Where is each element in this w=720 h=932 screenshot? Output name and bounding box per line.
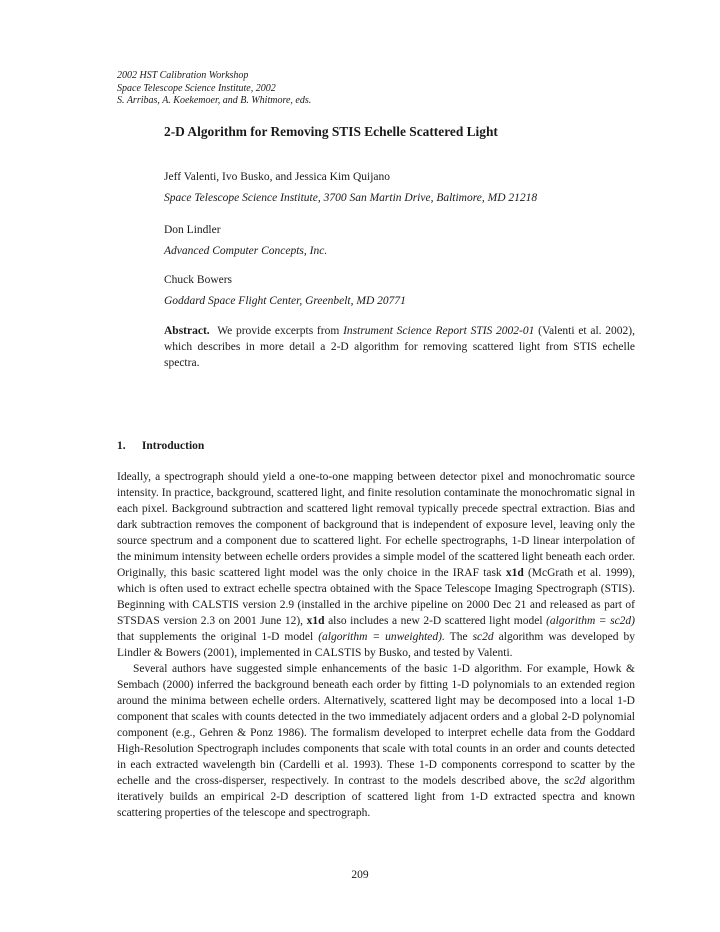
- header-line-workshop: 2002 HST Calibration Workshop: [117, 70, 249, 81]
- author-names: Chuck Bowers: [164, 274, 233, 286]
- author-block-1: [164, 169, 537, 206]
- algorithm-name: (algorithm = sc2d): [546, 615, 636, 627]
- abstract-text-1: We provide excerpts from: [217, 325, 340, 337]
- header-line-publisher: Space Telescope Science Institute, 2002: [117, 82, 276, 94]
- section-number: 1.: [117, 440, 126, 452]
- algorithm-name: (algorithm = unweighted).: [318, 631, 445, 643]
- abstract-label: Abstract.: [164, 325, 210, 337]
- author-block-2: [164, 222, 327, 259]
- section-heading: [117, 440, 204, 452]
- author-names: Jeff Valenti, Ivo Busko, and Jessica Kim Quijano: [164, 171, 391, 183]
- page-number: 209: [351, 869, 369, 881]
- paragraph-1: [117, 469, 635, 661]
- algorithm-name: sc2d: [472, 631, 494, 643]
- abstract-report-title: Instrument Science Report STIS 2002-01: [343, 325, 535, 337]
- author-affiliation: Advanced Computer Concepts, Inc.: [164, 245, 328, 257]
- text-run: (McGrath et al. 1999), which is often used to extract echelle spectra obtained with the Space Telescope Imaging Spectrograph (STIS). Beginning with CALSTIS version 2.9 (installed in the archive pipeline on 2000 Dec 21 and released as part of STSDAS version 2.3 on 2001 June 12),: [117, 567, 636, 627]
- task-name: x1d: [306, 615, 325, 627]
- body-text: [117, 469, 635, 821]
- task-name: x1d: [505, 567, 524, 579]
- paper-title: 2-D Algorithm for Removing STIS Echelle Scattered Light: [164, 124, 498, 139]
- paragraph-2: [117, 661, 635, 821]
- header-line-editors: S. Arribas, A. Koekemoer, and B. Whitmore, eds.: [117, 95, 312, 106]
- text-run: that supplements the original 1-D model: [117, 631, 314, 643]
- text-run: Several authors have suggested simple enhancements of the basic 1-D algorithm. For example, Howk & Sembach (2000) inferred the background beneath each order by fitting 1-D polynomials to an extended region around the minima between echelle orders. Alternatively, scattered light may be decomposed into a local 1-D component that scales with counts detected in the two immediately adjacent orders and a global 2-D polynomial component (e.g., Gehren & Ponz 1986). The formalism developed to interpret echelle data from the Goddard High-Resolution Spectrograph includes components that scale with total counts in an order and counts detected in each extracted wavelength bin (Cardelli et al. 1993). These 1-D components correspond to scatter by the echelle and the cross-disperser, respectively. In contrast to the models described above, the: [117, 663, 635, 787]
- text-run: The: [449, 631, 468, 643]
- section-title: Introduction: [141, 440, 205, 452]
- algorithm-name: sc2d: [564, 775, 586, 787]
- text-run: also includes a new 2-D scattered light model: [328, 615, 543, 627]
- proceedings-header: [117, 70, 311, 108]
- abstract: [164, 323, 635, 371]
- abstract-text-2: (Valenti et al. 2002), which describes in more detail a 2-D algorithm for removing scattered light from STIS echelle spectra.: [164, 325, 636, 369]
- author-affiliation: Goddard Space Flight Center, Greenbelt, MD 20771: [164, 295, 406, 307]
- text-run: Ideally, a spectrograph should yield a one-to-one mapping between detector pixel and monochromatic source intensity. In practice, background, scattered light, and finite resolution contaminate the monochromatic signal in each pixel. Background subtraction and scattered light removal typically precede spectral extraction. Bias and dark subtraction removes the component of background that is independent of exposure level, leaving only the source spectrum and a component due to scattered light. For echelle spectrographs, 1-D linear interpolation of the minimum intensity between echelle orders provides a simple model of the scattered light beneath each order. Originally, this basic scattered light model was the only choice in the IRAF task: [117, 471, 635, 579]
- text-run: algorithm iteratively builds an empirical 2-D description of scattered light from 1-D extracted spectra and known scattering properties of the telescope and spectrograph.: [117, 775, 636, 819]
- author-block-3: [164, 272, 406, 309]
- author-affiliation: Space Telescope Science Institute, 3700 San Martin Drive, Baltimore, MD 21218: [164, 192, 538, 204]
- text-run: algorithm was developed by Lindler & Bowers (2001), implemented in CALSTIS by Busko, and tested by Valenti.: [117, 631, 636, 659]
- author-names: Don Lindler: [164, 224, 221, 236]
